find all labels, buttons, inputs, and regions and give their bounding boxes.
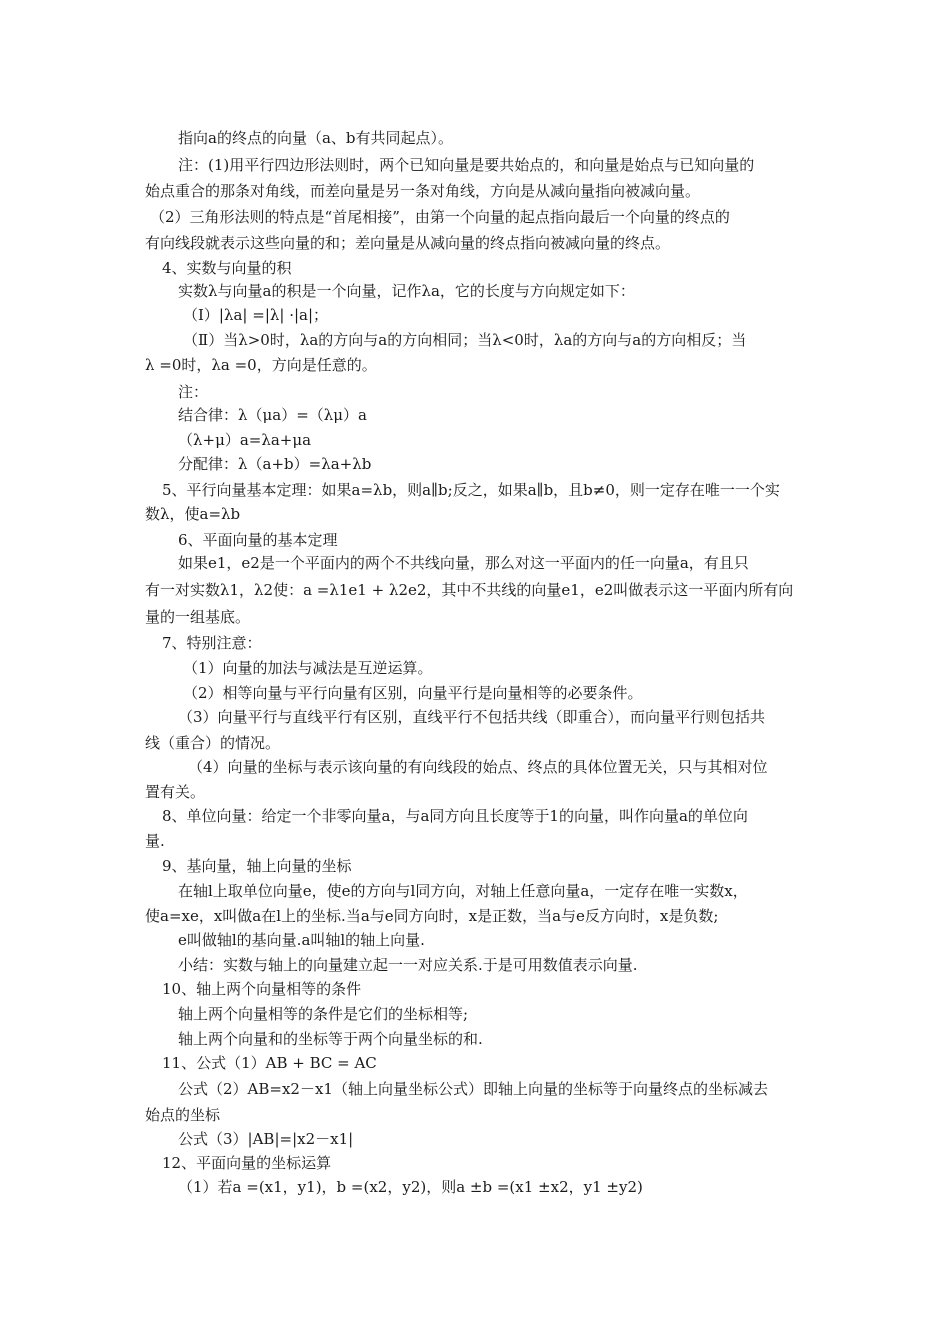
text-line-32: 使a=xe，x叫做a在l上的坐标.当a与e同方向时，x是正数，当a与e反方向时，x是负数;	[145, 907, 719, 925]
text-line-41: 公式（3）|AB|=|x2－x1|	[178, 1130, 354, 1148]
section-heading-5: 5、平行向量基本定理：如果a=λb，则a∥b;反之，如果a∥b，且b≠0，则一定存在唯一一个实	[162, 481, 780, 499]
text-line-37: 轴上两个向量和的坐标等于两个向量坐标的和.	[178, 1030, 483, 1048]
section-heading-9: 9、基向量，轴上向量的坐标	[162, 857, 352, 875]
text-line-4: （2）三角形法则的特点是“首尾相接”，由第一个向量的起点指向最后一个向量的终点的	[150, 208, 730, 226]
section-heading-8: 8、单位向量：给定一个非零向量a，与a同方向且长度等于1的向量，叫作向量a的单位向	[162, 807, 748, 825]
text-line-18: 如果e1，e2是一个平面内的两个不共线向量，那么对这一平面内的任一向量a，有且只	[178, 554, 749, 572]
section-heading-7: 7、特别注意：	[162, 634, 262, 652]
text-line-12: 结合律：λ（μa）=（λμ）a	[178, 406, 367, 424]
text-line-13: （λ+μ）a=λa+μa	[178, 431, 312, 449]
text-line-3: 始点重合的那条对角线，而差向量是另一条对角线，方向是从减向量指向被减向量。	[145, 182, 701, 200]
text-line-5: 有向线段就表示这些向量的和；差向量是从减向量的终点指向被减向量的终点。	[145, 234, 671, 252]
text-line-24: （3）向量平行与直线平行有区别，直线平行不包括共线（即重合），而向量平行则包括共	[178, 708, 766, 726]
text-line-20: 量的一组基底。	[145, 608, 251, 626]
text-line-26: （4）向量的坐标与表示该向量的有向线段的始点、终点的具体位置无关，只与其相对位	[188, 758, 768, 776]
text-line-14: 分配律：λ（a+b）=λa+λb	[178, 455, 372, 473]
text-line-2: 注：(1)用平行四边形法则时，两个已知向量是要共始点的，和向量是始点与已知向量的	[178, 156, 755, 174]
text-line-7: 实数λ与向量a的积是一个向量，记作λa，它的长度与方向规定如下：	[178, 282, 635, 300]
text-line-27: 置有关。	[145, 783, 206, 801]
text-line-39: 公式（2）AB=x2－x1（轴上向量坐标公式）即轴上向量的坐标等于向量终点的坐标减去	[178, 1080, 768, 1098]
text-line-40: 始点的坐标	[145, 1106, 221, 1124]
section-heading-6: 6、平面向量的基本定理	[178, 531, 338, 549]
text-line-8: （Ⅰ）|λa| =|λ| ·|a|；	[183, 306, 329, 324]
text-line-31: 在轴l上取单位向量e，使e的方向与l同方向，对轴上任意向量a，一定存在唯一实数x，	[178, 882, 748, 900]
section-heading-11: 11、公式（1）AB + BC = AC	[162, 1054, 377, 1072]
text-line-25: 线（重合）的情况。	[145, 734, 281, 752]
text-line-1: 指向a的终点的向量（a、b有共同起点）。	[178, 129, 453, 147]
text-line-23: （2）相等向量与平行向量有区别，向量平行是向量相等的必要条件。	[183, 684, 643, 702]
text-line-22: （1）向量的加法与减法是互逆运算。	[183, 659, 433, 677]
text-line-9: （Ⅱ）当λ>0时，λa的方向与a的方向相同；当λ<0时，λa的方向与a的方向相反；当	[183, 331, 747, 349]
section-heading-12: 12、平面向量的坐标运算	[162, 1154, 332, 1172]
text-line-11: 注：	[178, 383, 209, 401]
text-line-16: 数λ，使a=λb	[145, 505, 241, 523]
text-line-33: e叫做轴l的基向量.a叫轴l的轴上向量.	[178, 931, 425, 949]
text-line-10: λ =0时，λa =0，方向是任意的。	[145, 356, 377, 374]
section-heading-10: 10、轴上两个向量相等的条件	[162, 980, 362, 998]
text-line-19: 有一对实数λ1，λ2使：a =λ1e1 + λ2e2，其中不共线的向量e1，e2叫做表示这一平面内所有向	[145, 581, 794, 599]
text-line-36: 轴上两个向量相等的条件是它们的坐标相等;	[178, 1005, 469, 1023]
text-line-43: （1）若a =(x1，y1)，b =(x2，y2)，则a ±b =(x1 ±x2，y1 ±y2)	[178, 1178, 643, 1196]
section-heading-4: 4、实数与向量的积	[162, 259, 292, 277]
text-line-34: 小结：实数与轴上的向量建立起一一对应关系.于是可用数值表示向量.	[178, 956, 638, 974]
text-line-29: 量.	[145, 832, 165, 850]
